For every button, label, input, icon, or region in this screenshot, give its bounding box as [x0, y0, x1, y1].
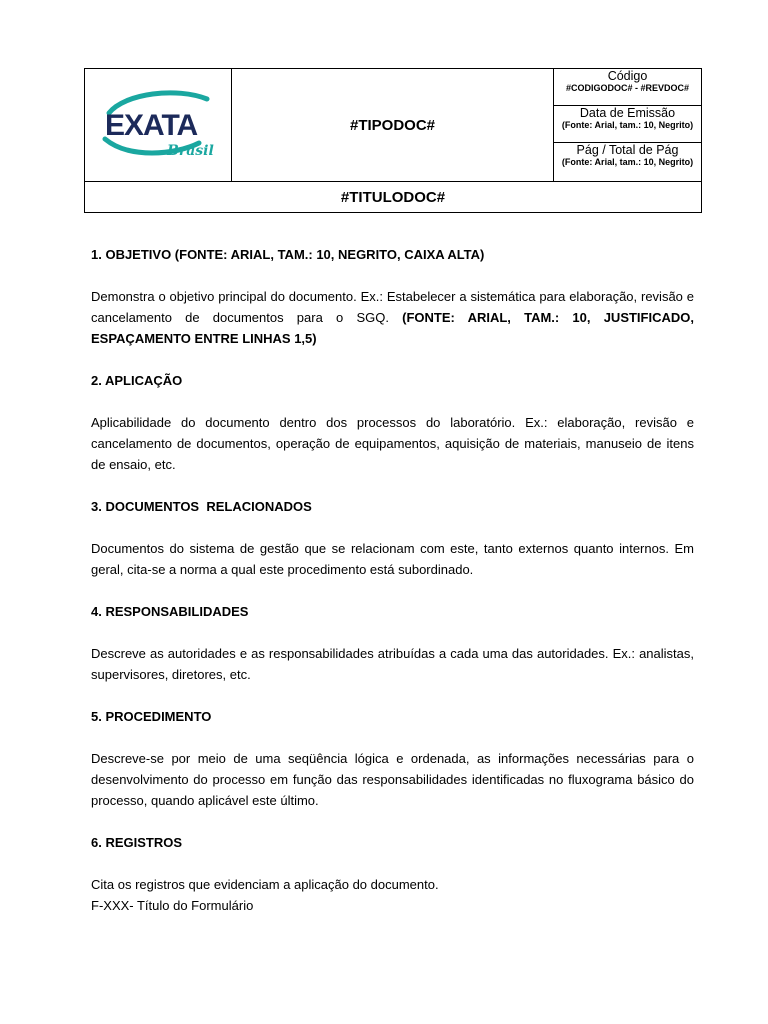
exata-brasil-logo	[85, 69, 231, 180]
document-body	[91, 244, 694, 916]
metadata-column	[553, 69, 701, 181]
issue-date-value: (Fonte: Arial, tam.: 10, Negrito)	[561, 120, 694, 130]
section-body-objetivo-format-note: (FONTE: ARIAL, TAM.: 10, JUSTIFICADO, ESPAÇAMENTO ENTRE LINHAS 1,5)	[91, 310, 694, 346]
svg-text:EXATA: EXATA	[105, 109, 198, 142]
section-heading-documentos-relacionados: 3. DOCUMENTOS RELACIONADOS	[91, 499, 312, 514]
issue-date-box	[554, 106, 701, 143]
section-heading-objetivo: 1. OBJETIVO (FONTE: ARIAL, TAM.: 10, NEGRITO, CAIXA ALTA)	[91, 247, 485, 262]
svg-text:Brasil: Brasil	[167, 143, 214, 159]
section-body-documentos-relacionados: Documentos do sistema de gestão que se relacionam com este, tanto externos quanto internos. Em geral, cita-se a norma a qual este procedimento está subordinado.	[91, 541, 694, 577]
section-body-procedimento: Descreve-se por meio de uma seqüência lógica e ordenada, as informações necessárias para o desenvolvimento do processo em função das responsabilidades identificadas no fluxograma básico do processo, quando aplicável este último.	[91, 751, 694, 808]
section-body-registros-form: F-XXX- Título do Formulário	[91, 898, 254, 913]
page-count-label: Pág / Total de Pág	[576, 143, 679, 157]
section-body-responsabilidades: Descreve as autoridades e as responsabilidades atribuídas a cada uma das autoridades. Ex.: analistas, supervisores, diretores, etc.	[91, 646, 694, 682]
document-header	[84, 68, 702, 213]
section-body-objetivo-text: Demonstra o objetivo principal do documento. Ex.: Estabelecer a sistemática para elaboração, revisão e cancelamento de documentos para o SGQ.	[91, 289, 694, 325]
section-heading-responsabilidades: 4. RESPONSABILIDADES	[91, 604, 249, 619]
issue-date-label: Data de Emissão	[579, 106, 676, 120]
code-label: Código	[607, 69, 648, 83]
section-heading-procedimento: 5. PROCEDIMENTO	[91, 709, 212, 724]
section-body-registros: Cita os registros que evidenciam a aplicação do documento.	[91, 877, 439, 892]
page-count-value: (Fonte: Arial, tam.: 10, Negrito)	[561, 157, 694, 167]
document-title: #TITULODOC#	[85, 181, 701, 212]
logo-cell	[85, 69, 232, 181]
section-heading-aplicacao: 2. APLICAÇÃO	[91, 373, 183, 388]
section-body-aplicacao: Aplicabilidade do documento dentro dos processos do laboratório. Ex.: elaboração, revisão e cancelamento de documentos, operação de equipamentos, aquisição de materiais, manuseio de itens de ensaio, etc.	[91, 415, 694, 472]
code-box	[554, 69, 701, 106]
section-body-objetivo	[91, 286, 694, 349]
code-value: #CODIGODOC# - #REVDOC#	[565, 83, 690, 93]
section-heading-registros: 6. REGISTROS	[91, 835, 183, 850]
document-type: #TIPODOC#	[349, 116, 436, 134]
page-count-box	[554, 143, 701, 181]
